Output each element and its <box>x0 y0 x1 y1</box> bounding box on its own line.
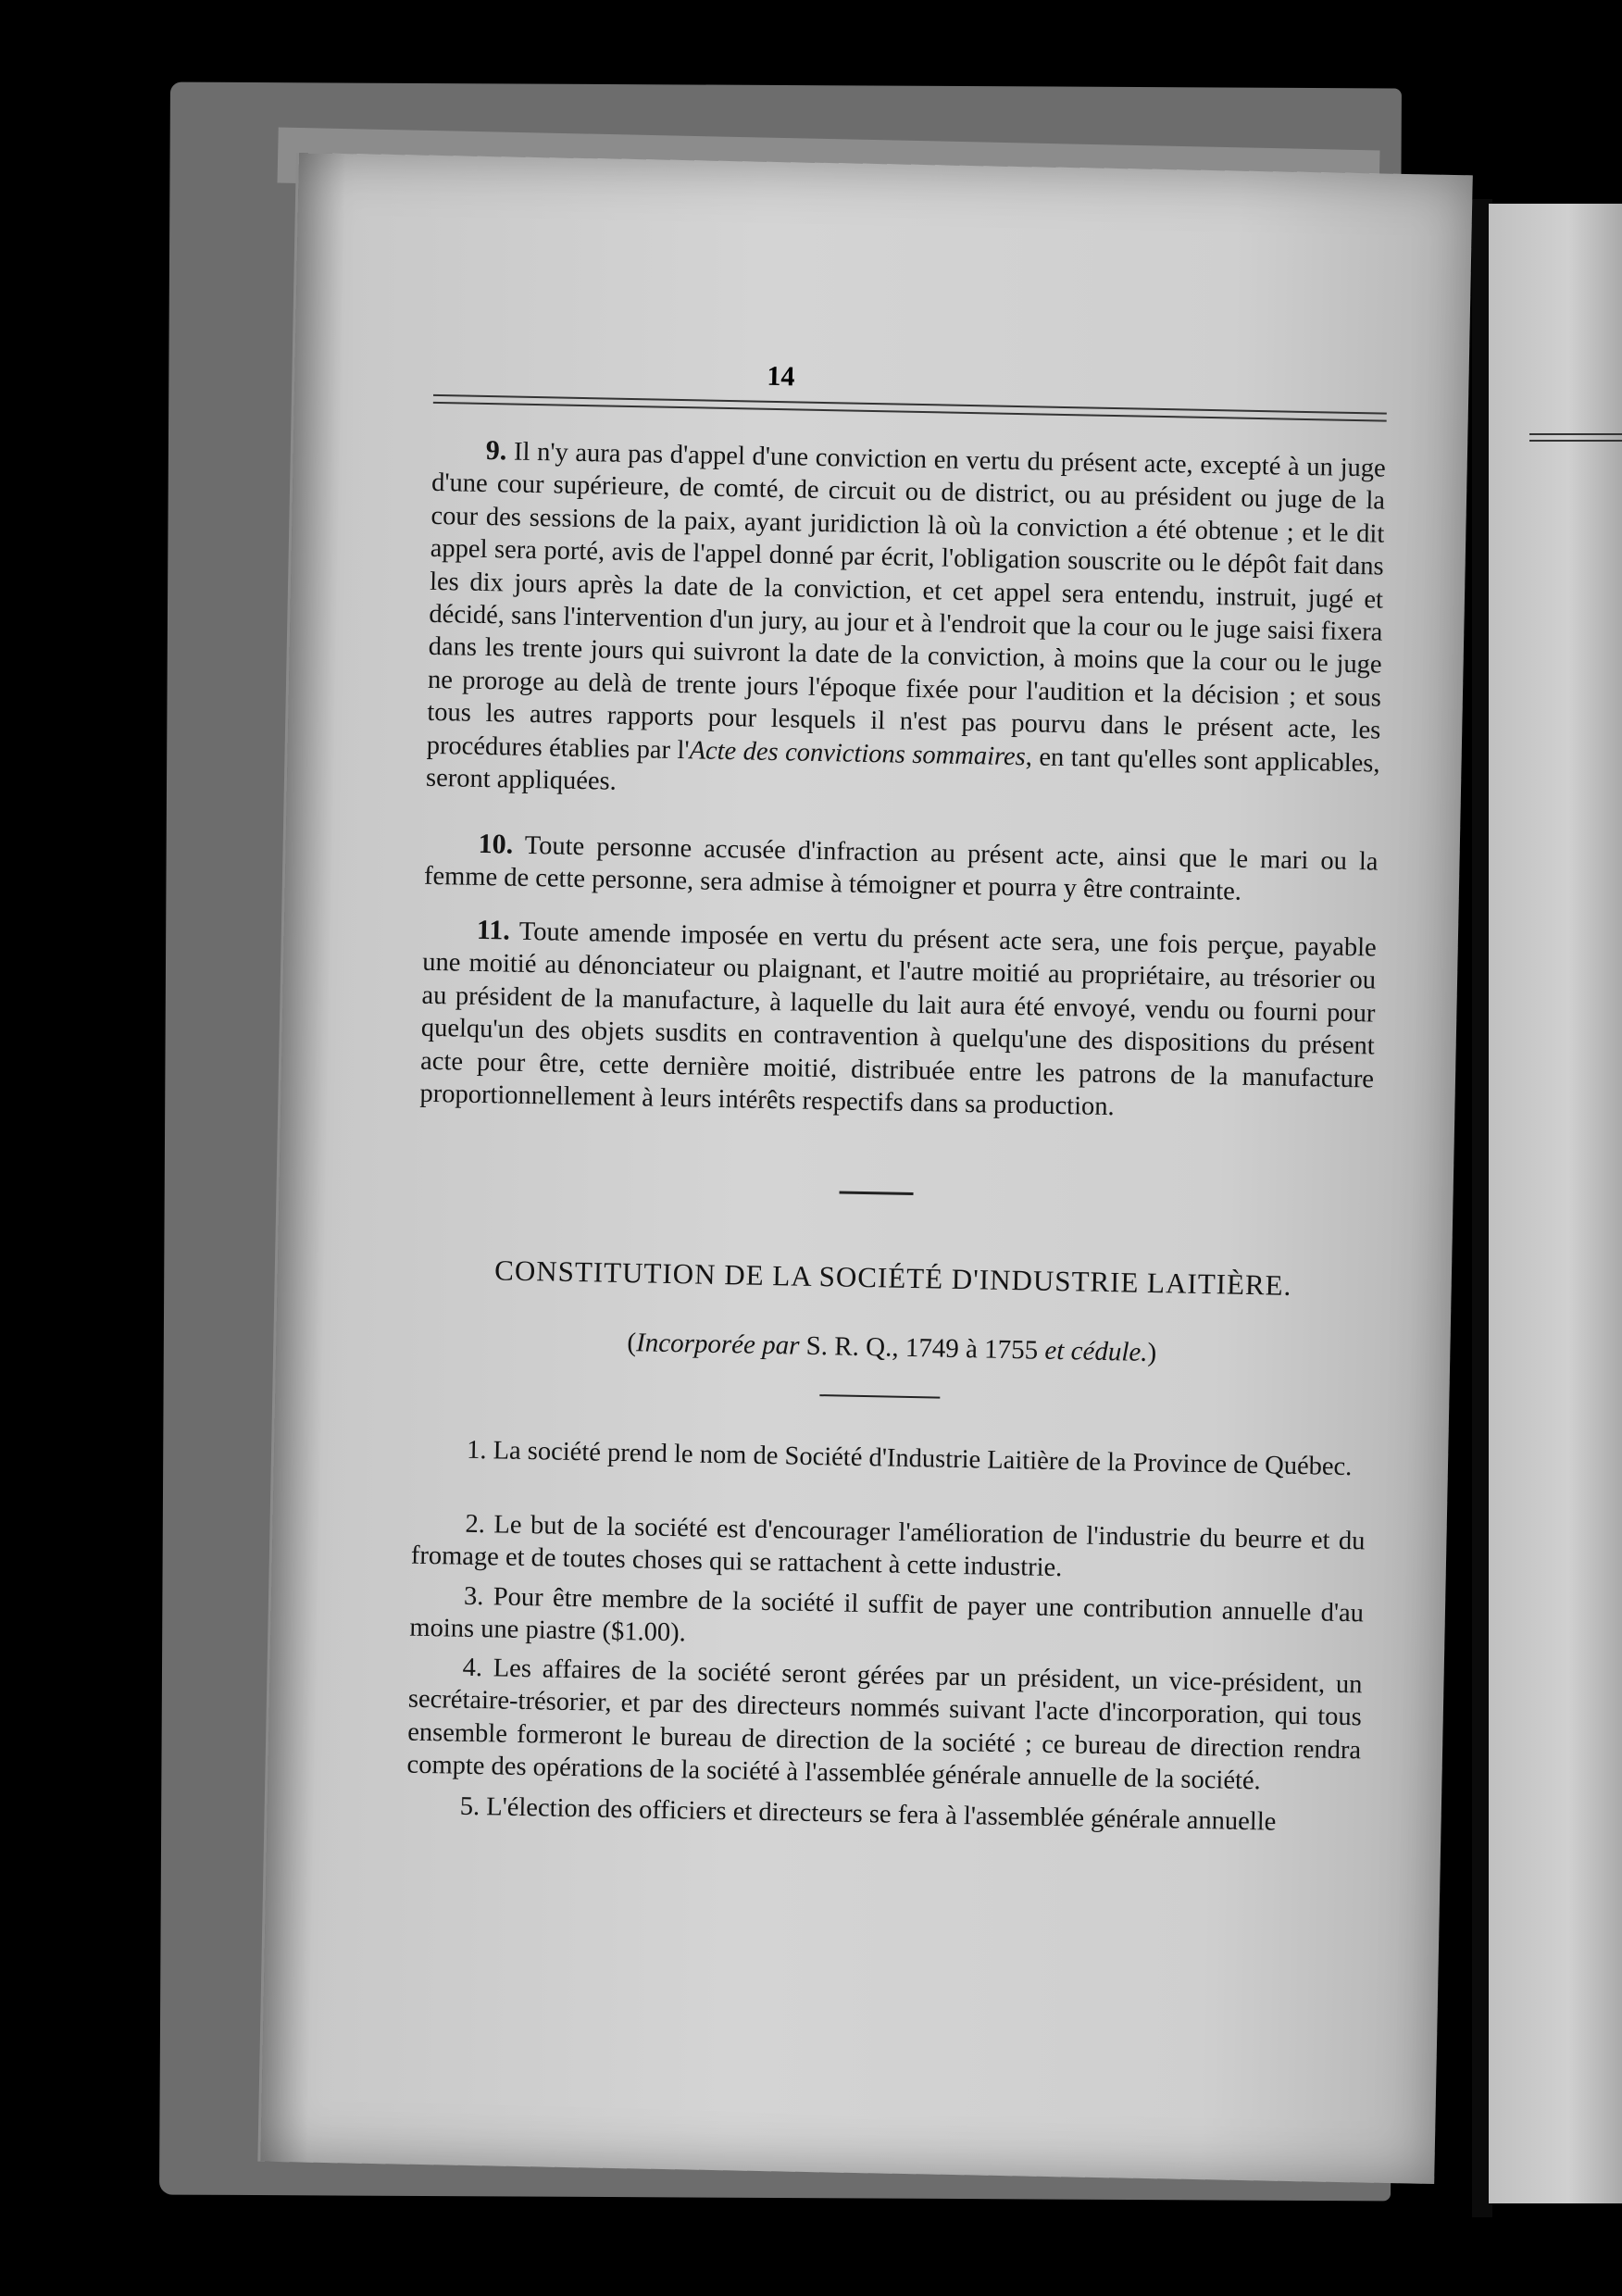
subtitle-open-paren: ( <box>627 1328 637 1358</box>
article-3: 3. Pour être membre de la société il suffit de payer une contribution annuelle d'au moins une piastre ($1.00). <box>409 1581 1365 1648</box>
section-italic-title: Acte des convictions sommaires <box>689 735 1027 771</box>
header-rule <box>433 394 1387 422</box>
subtitle-italic-2: et cédule. <box>1044 1335 1148 1367</box>
constitution-subtitle <box>415 1324 1368 1373</box>
section-9 <box>426 433 1386 813</box>
separator-rule <box>840 1191 914 1195</box>
constitution-title: CONSTITUTION DE LA SOCIÉTÉ D'INDUSTRIE LAITIÈRE. <box>493 1254 1292 1302</box>
article-2: 2. Le but de la société est d'encourager l'amélioration de l'industrie du beurre et du fromage et de toutes choses qui se rattachent à cette industrie. <box>410 1509 1366 1583</box>
section-11 <box>419 913 1377 1129</box>
section-10 <box>424 827 1379 912</box>
subtitle-rule <box>819 1394 940 1398</box>
page-number: 14 <box>767 360 795 393</box>
section-text: Il n'y aura pas d'appel d'une conviction en vertu du présent acte, excepté à un juge d'une cour supérieure, de comté, de circuit ou de district, ou au président ou juge de la cour des sessions de la paix, ayant juridiction là où la conviction a été obtenue ; et le dit appel sera porté, avis de l'appel donné par écrit, l'obligation souscrite ou le dépôt fait dans les dix jours après la date de la conviction, et cet appel sera entendu, instruit, jugé et décidé, sans l'intervention d'un jury, au jour et à l'endroit que la cour ou le juge saisi fixera dans les trente jours qui suivront la date de la conviction, à moins que la cour ou le juge ne proroge au delà de trente jours l'époque fixée pour l'audition et la décision ; et sous tous les autres rapports pour lesquels il n'est pas pourvu dans le présent acte, les procédures établies par l' <box>426 437 1386 765</box>
article-5: 5. L'élection des officiers et directeurs se fera à l'assemblée générale annuelle <box>459 1791 1277 1837</box>
document-page <box>257 153 1472 2184</box>
section-text: Toute amende imposée en vertu du présent acte sera, une fois perçue, payable une moitié au dénonciateur ou plaignant, et l'autre moitié au propriétaire, au trésorier ou au président de la manufacture, à laquelle du lait aura été envoyé, vendu ou fourni pour quelqu'un des objets susdits en contravention à quelqu'une des dispositions du présent acte pour être, cette dernière moitié, distribuée entre les patrons de la manufacture proportionnellement à leurs intérêts respectifs dans sa production. <box>419 917 1378 1122</box>
section-number: 9. <box>485 434 507 467</box>
subtitle-close-paren: ) <box>1147 1337 1157 1368</box>
subtitle-plain: S. R. Q., 1749 à 1755 <box>799 1330 1045 1366</box>
section-text: Toute personne accusée d'infraction au présent acte, ainsi que le mari ou la femme de cette personne, sera admise à témoigner et pourra y être contrainte. <box>423 830 1379 907</box>
section-text-end: , en tant qu'elles sont applicables, seront appliquées. <box>425 742 1380 796</box>
section-number: 11. <box>476 914 511 946</box>
facing-page-rule <box>1529 433 1622 442</box>
subtitle-italic-1: Incorporée par <box>635 1328 800 1361</box>
section-number: 10. <box>478 828 514 860</box>
facing-page <box>1489 204 1622 2203</box>
article-1: 1. La société prend le nom de Société d'Industrie Laitière de la Province de Québec. <box>466 1435 1353 1482</box>
article-4: 4. Les affaires de la société seront gérées par un président, un vice-président, un secrétaire-trésorier, et par des directeurs nommés suivant l'acte d'incorporation, qui tous ensemble formeront le bureau de direction de la société ; ce bureau de direction rendra compte des opérations de la société à l'assemblée générale annuelle de la société. <box>406 1653 1363 1796</box>
